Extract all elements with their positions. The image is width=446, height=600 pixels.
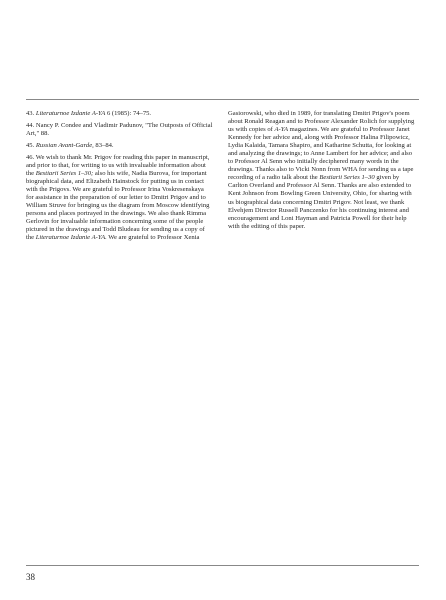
note-45 [26, 142, 213, 150]
note-46-text-e: magazines. We are grateful to Professor Janet Kennedy for her advice and, along with Professor Halina Filipowicz, Lydia Kalaida, Tamara Shapiro, and Katharine Schutta, for looking at and analyzing the drawings; to Anne Lambert for her advice; and also to Professor Al Senn who initially deciphered many words in the drawings. Thanks also to Vicki Nonn from WHA for sending us a tape recording of a radio talk about the [228, 126, 414, 182]
top-rule [26, 99, 419, 100]
note-46-part-1 [26, 154, 213, 243]
note-46-journal-title: Literaturnoe Izdanie A-YA. [35, 234, 107, 242]
notes-column-right [228, 110, 418, 235]
note-46-magazine-title: A-YA [274, 126, 288, 134]
note-46-text-f: given by Carlton Overland and Professor Al Senn. Thanks are also extended to Kent Johnson from Bowling Green University, Ohio, for sharing with us biographical data concerning Dmitri Prigov. Not least, we thank Elvehjem Director Russell Panczenko for his continuing interest and encouragement and Loni Hayman and Patricia Powell for their help with the editing of this paper. [228, 174, 412, 230]
note-43-title: Literaturnoe Izdanie A-YA [35, 110, 106, 117]
note-44: 44. Nancy P. Condee and Vladimir Padunov, "The Outposts of Official Art," 88. [26, 121, 213, 137]
page-number: 38 [26, 572, 35, 582]
note-43-number: 43. [26, 110, 35, 117]
note-46-series-title: Bestiarii Series 1–30; [35, 169, 94, 177]
note-45-text: 83–84. [93, 141, 114, 149]
note-43 [26, 110, 213, 118]
note-45-number: 45. [26, 141, 35, 149]
note-46-series-title-2: Bestiarii Series 1–30 [319, 174, 375, 182]
note-43-text: 6 (1985): 74–75. [105, 110, 152, 117]
note-46-text-c: We are grateful to Professor Xenia [106, 234, 200, 242]
note-45-title: Russian Avant-Garde, [35, 141, 94, 149]
note-46-text-d: Gasiorowski, who died in 1989, for translating Dmitri Prigov's poem about Ronald Reagan and to Professor Alexander Rolich for supplying us with copies of [228, 110, 415, 134]
bottom-rule [26, 565, 419, 566]
note-46-text-a: 46. We wish to thank Mr. Prigov for reading this paper in manuscript, and prior to that, for writing to us with invaluable information about the [26, 153, 210, 177]
note-46-text-b: also his wife, Nadia Burova, for important biographical data, and Elizabeth Hainstock for putting us in contact with the Prigovs. We are grateful to Professor Irina Voskresenskaya for assistance in the preparation of our letter to Dmitri Prigov and to William Struve for bringing us the diagram from Moscow identifying persons and places portrayed in the drawings. We also thank Rimma Gerlovin for invaluable information concerning some of the people pictured in the drawings and Todd Bludeau for sending us a copy of the [26, 169, 210, 242]
note-46-part-2 [228, 110, 418, 231]
notes-column-left [26, 110, 213, 246]
